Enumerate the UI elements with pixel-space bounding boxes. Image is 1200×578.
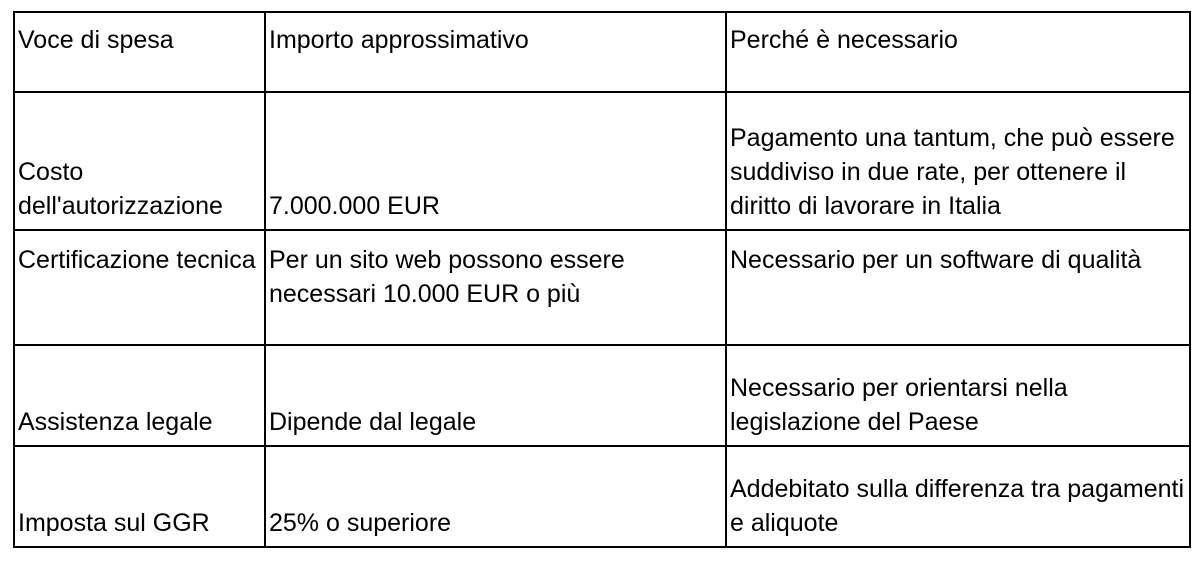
- cell-voce: Assistenza legale: [14, 345, 265, 446]
- cell-perche: Necessario per orientarsi nella legislazione del Paese: [726, 345, 1190, 446]
- cell-importo: Dipende dal legale: [265, 345, 726, 446]
- header-cell-importo: Importo approssimativo: [265, 12, 726, 92]
- header-cell-voce: Voce di spesa: [14, 12, 265, 92]
- cell-perche: Pagamento una tantum, che può essere suddiviso in due rate, per ottenere il diritto di lavorare in Italia: [726, 92, 1190, 230]
- cell-voce: Imposta sul GGR: [14, 446, 265, 547]
- cell-importo: 7.000.000 EUR: [265, 92, 726, 230]
- cell-perche: Addebitato sulla differenza tra pagamenti e aliquote: [726, 446, 1190, 547]
- cost-table: [13, 11, 1191, 548]
- table-header-row: [14, 12, 1190, 92]
- table-row: [14, 446, 1190, 547]
- table-row: [14, 92, 1190, 230]
- cell-voce: Costo dell'autorizzazione: [14, 92, 265, 230]
- cell-voce: Certificazione tecnica: [14, 230, 265, 345]
- table-row: [14, 230, 1190, 345]
- cell-importo: 25% o superiore: [265, 446, 726, 547]
- cell-perche: Necessario per un software di qualità: [726, 230, 1190, 345]
- header-cell-perche: Perché è necessario: [726, 12, 1190, 92]
- table-row: [14, 345, 1190, 446]
- cell-importo: Per un sito web possono essere necessari 10.000 EUR o più: [265, 230, 726, 345]
